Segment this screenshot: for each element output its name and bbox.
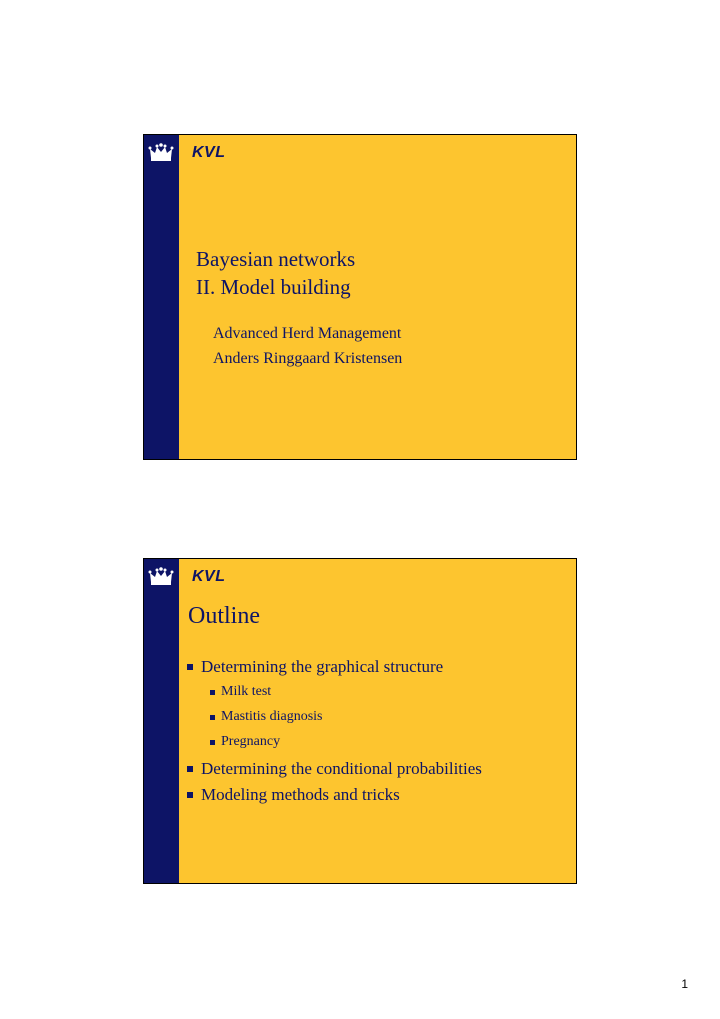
- list-item: [187, 785, 400, 805]
- slide-sidebar: [144, 559, 179, 883]
- list-item: [210, 709, 323, 725]
- list-item-label: Modeling methods and tricks: [201, 785, 400, 804]
- crown-icon: [148, 567, 174, 587]
- list-item-label: Determining the graphical structure: [201, 657, 444, 676]
- kvl-logo: KVL: [192, 144, 226, 161]
- list-item-label: Mastitis diagnosis: [221, 709, 323, 724]
- slide-title: [143, 134, 577, 460]
- page-number: 1: [681, 977, 688, 991]
- subtitle-line-1: Advanced Herd Management: [213, 325, 402, 342]
- list-item-label: Milk test: [221, 684, 272, 699]
- bullet-icon: [187, 766, 193, 772]
- slide-title-text: [196, 245, 355, 301]
- bullet-icon: [210, 740, 215, 745]
- slide-outline: [143, 558, 577, 884]
- crown-icon: [148, 143, 174, 163]
- list-item: [210, 734, 280, 750]
- title-line-1: Bayesian networks: [196, 247, 356, 271]
- title-line-2: II. Model building: [196, 275, 351, 299]
- slide-sidebar: [144, 135, 179, 459]
- bullet-icon: [187, 664, 193, 670]
- kvl-logo: KVL: [192, 568, 226, 585]
- bullet-icon: [187, 792, 193, 798]
- bullet-icon: [210, 690, 215, 695]
- list-item: [187, 759, 482, 779]
- list-item-label: Determining the conditional probabilities: [201, 759, 482, 778]
- bullet-icon: [210, 715, 215, 720]
- list-item-label: Pregnancy: [221, 734, 281, 749]
- outline-title: Outline: [188, 603, 260, 629]
- list-item: [210, 684, 271, 700]
- list-item: [187, 657, 443, 677]
- subtitle-line-2: Anders Ringgaard Kristensen: [213, 350, 403, 367]
- slide-subtitle: [213, 321, 402, 371]
